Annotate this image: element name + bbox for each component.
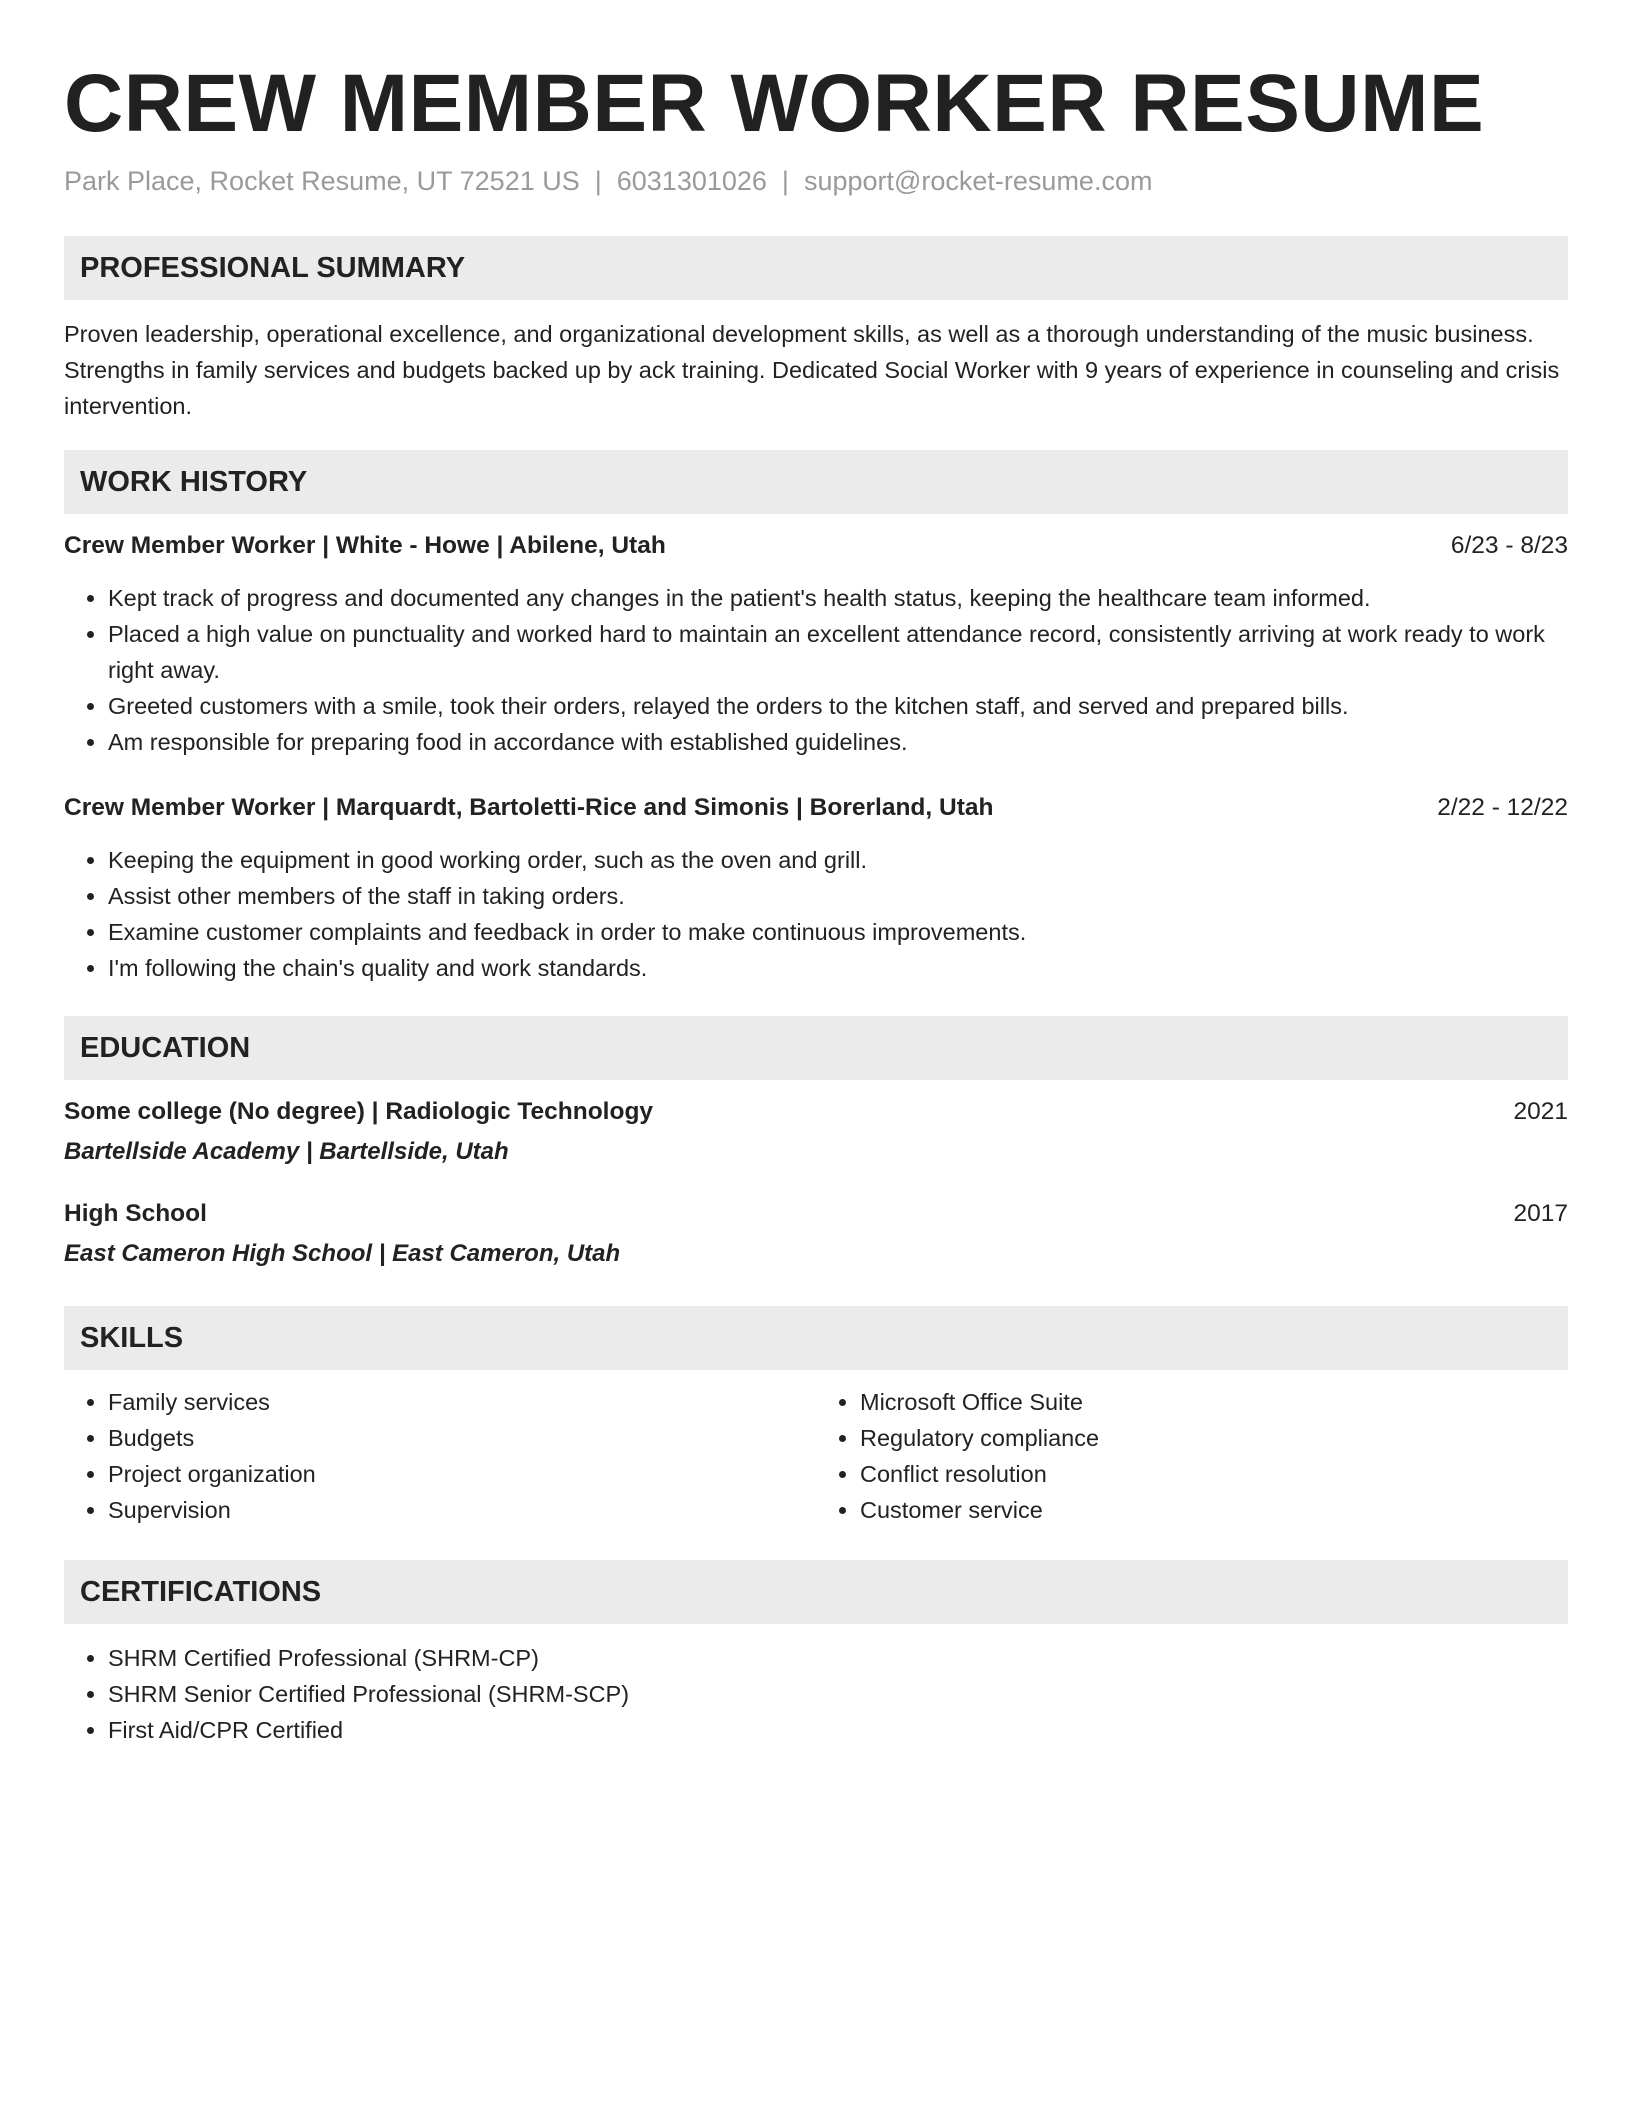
job-dates: 6/23 - 8/23 <box>1450 532 1568 559</box>
job-title: Crew Member Worker | Marquardt, Bartoletti-Rice and Simonis | Borerland, Utah <box>64 794 994 821</box>
job-bullet: • Assist other members of the staff in taking orders. <box>108 878 1568 914</box>
skill-item: • Family services <box>108 1384 816 1420</box>
contact-phone: 6031301026 <box>616 166 767 196</box>
job-bullet: • Keeping the equipment in good working order, such as the oven and grill. <box>108 842 1568 878</box>
job-bullet: • Greeted customers with a smile, took their orders, relayed the orders to the kitchen staff, and served and prepared bills. <box>108 688 1568 724</box>
resume-page <box>64 0 1568 1748</box>
education-entry <box>64 1196 1568 1272</box>
section-header-summary: PROFESSIONAL SUMMARY <box>64 236 1568 300</box>
certifications-list <box>64 1640 1568 1748</box>
contact-separator: | <box>781 166 789 196</box>
education-degree: High School <box>64 1200 207 1227</box>
section-header-skills: SKILLS <box>64 1306 1568 1370</box>
job-bullet: • Am responsible for preparing food in accordance with established guidelines. <box>108 724 1568 760</box>
resume-title: CREW MEMBER WORKER RESUME <box>64 58 1485 149</box>
skills-column-right <box>816 1384 1568 1528</box>
job-entry <box>64 790 1568 986</box>
education-entry <box>64 1094 1568 1170</box>
education-degree: Some college (No degree) | Radiologic Technology <box>64 1098 654 1125</box>
skill-item: • Conflict resolution <box>860 1456 1568 1492</box>
skill-item: • Project organization <box>108 1456 816 1492</box>
job-title: Crew Member Worker | White - Howe | Abilene, Utah <box>64 532 666 559</box>
job-header <box>64 790 1568 826</box>
contact-email: support@rocket-resume.com <box>803 166 1153 196</box>
skill-item: • Budgets <box>108 1420 816 1456</box>
job-dates: 2/22 - 12/22 <box>1437 794 1568 821</box>
job-bullet: • Kept track of progress and documented any changes in the patient's health status, keeping the healthcare team informed. <box>108 580 1568 616</box>
section-header-certifications: CERTIFICATIONS <box>64 1560 1568 1624</box>
education-year: 2017 <box>1513 1200 1568 1227</box>
skill-item: • Microsoft Office Suite <box>860 1384 1568 1420</box>
certification-item: • First Aid/CPR Certified <box>108 1712 1568 1748</box>
job-entry <box>64 528 1568 760</box>
skill-item: • Regulatory compliance <box>860 1420 1568 1456</box>
skill-item: • Customer service <box>860 1492 1568 1528</box>
job-header <box>64 528 1568 564</box>
section-header-education: EDUCATION <box>64 1016 1568 1080</box>
certification-item: • SHRM Certified Professional (SHRM-CP) <box>108 1640 1568 1676</box>
education-school: Bartellside Academy | Bartellside, Utah <box>64 1138 509 1165</box>
section-header-work-history: WORK HISTORY <box>64 450 1568 514</box>
skills-grid <box>64 1384 1568 1528</box>
education-header <box>64 1196 1568 1232</box>
education-year: 2021 <box>1513 1098 1568 1125</box>
job-bullet: • Placed a high value on punctuality and worked hard to maintain an excellent attendance record, consistently arriving at work ready to work right away. <box>108 616 1568 688</box>
skill-item: • Supervision <box>108 1492 816 1528</box>
education-school: East Cameron High School | East Cameron, Utah <box>64 1240 621 1267</box>
contact-address: Park Place, Rocket Resume, UT 72521 US <box>64 166 580 196</box>
job-bullet: • Examine customer complaints and feedback in order to make continuous improvements. <box>108 914 1568 950</box>
summary-text: Proven leadership, operational excellence, and organizational development skills, as well as a thorough understanding of the music business. Strengths in family services and budgets backed up by ack training. Dedicated Social Worker with 9 years of experience in counseling and crisis intervention. <box>64 321 1560 419</box>
contact-separator: | <box>594 166 602 196</box>
contact-line <box>64 164 1568 198</box>
job-bullets <box>64 842 1568 986</box>
certification-item: • SHRM Senior Certified Professional (SHRM-SCP) <box>108 1676 1568 1712</box>
skills-column-left <box>64 1384 816 1528</box>
education-header <box>64 1094 1568 1130</box>
job-bullets <box>64 580 1568 760</box>
job-bullet: • I'm following the chain's quality and work standards. <box>108 950 1568 986</box>
